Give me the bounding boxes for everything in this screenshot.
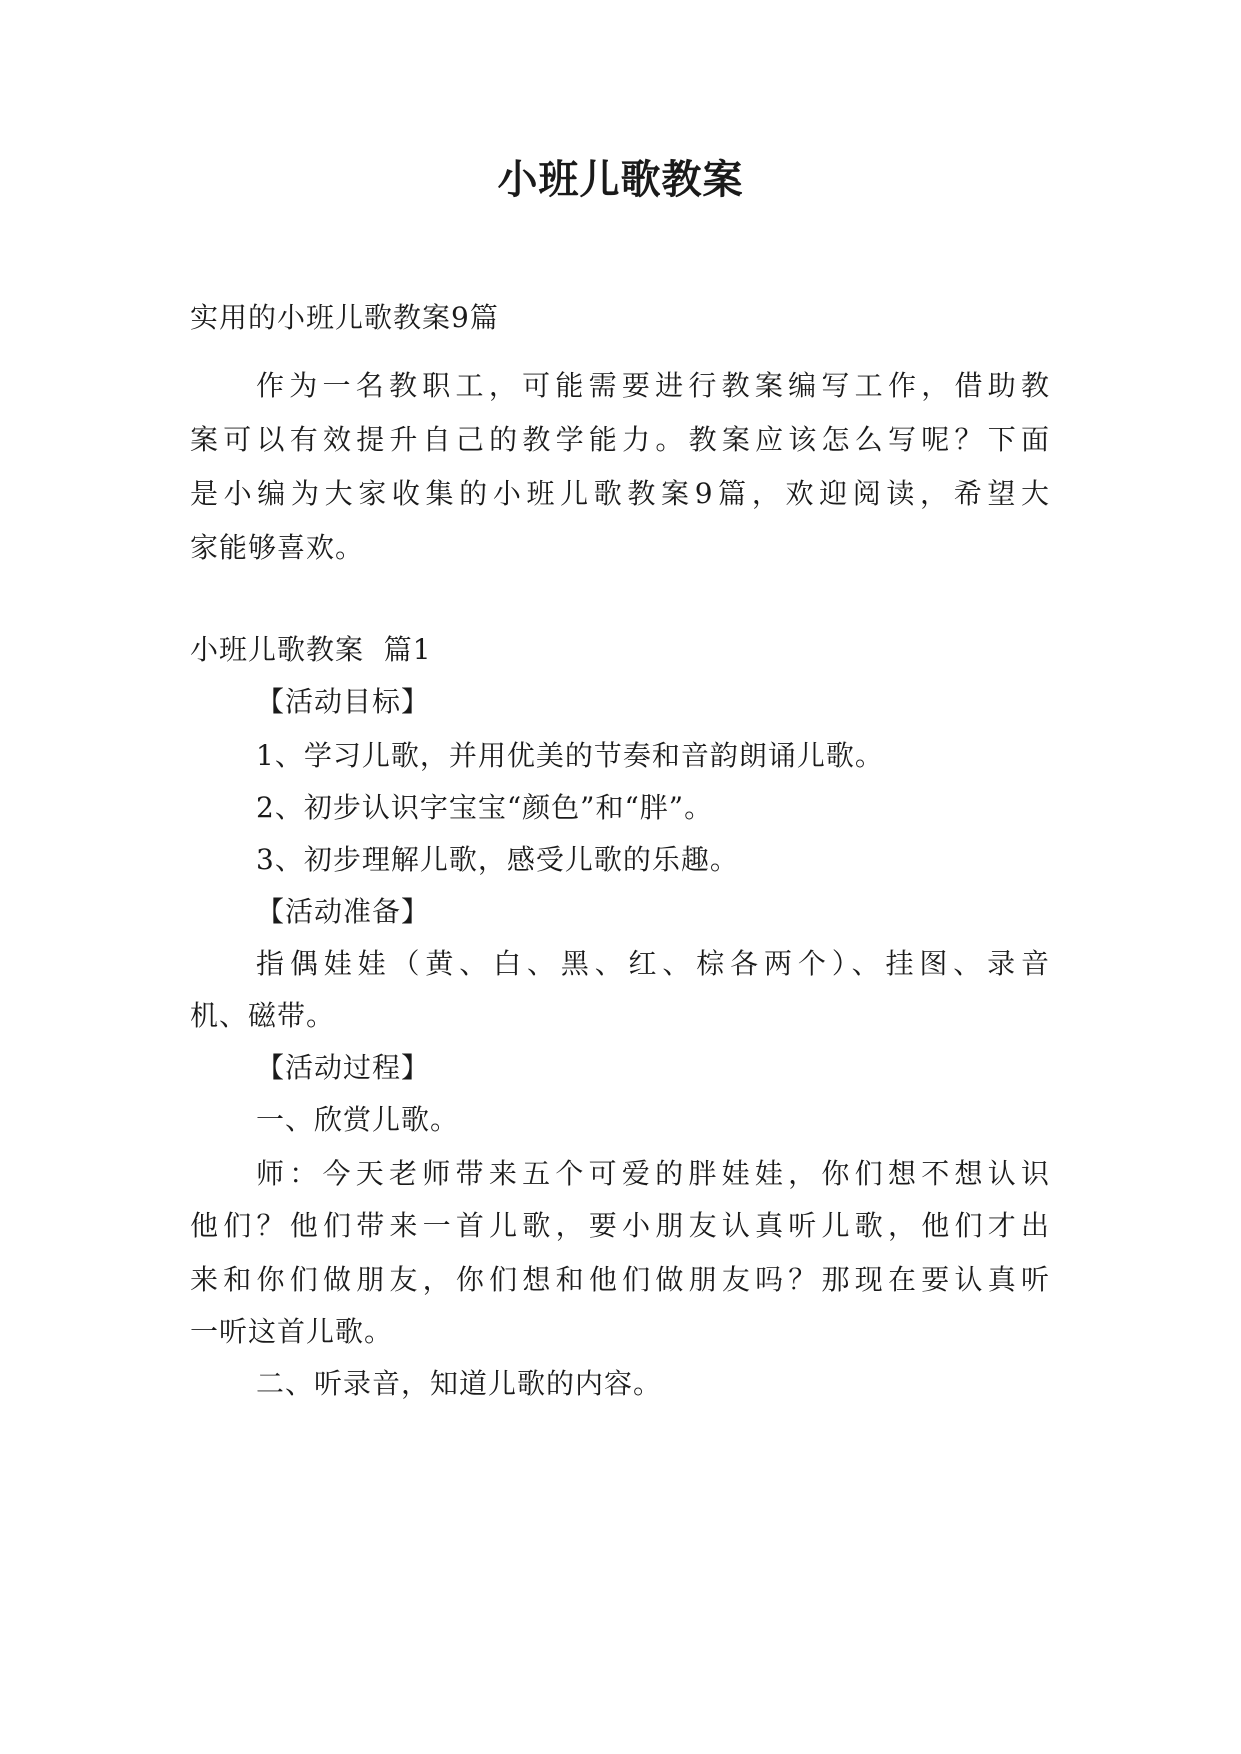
teacher-line: 来和你们做朋友，你们想和他们做朋友吗？那现在要认真听 [190, 1263, 1050, 1296]
goal-item: 2、初步认识字宝宝“颜色”和“胖”。 [256, 791, 714, 824]
goal-item: 3、初步理解儿歌，感受儿歌的乐趣。 [256, 843, 739, 876]
intro-line: 案可以有效提升自己的教学能力。教案应该怎么写呢？下面 [190, 423, 1050, 456]
goal-item: 1、学习儿歌，并用优美的节奏和音韵朗诵儿歌。 [256, 739, 884, 772]
goal-heading: 【活动目标】 [256, 685, 431, 718]
document-subtitle: 实用的小班儿歌教案9篇 [190, 301, 499, 334]
intro-line: 家能够喜欢。 [190, 531, 365, 564]
process-heading: 【活动过程】 [256, 1051, 431, 1084]
intro-line: 是小编为大家收集的小班儿歌教案9篇，欢迎阅读，希望大 [190, 477, 1050, 510]
intro-line: 作为一名教职工，可能需要进行教案编写工作，借助教 [256, 369, 1050, 402]
process-step: 一、欣赏儿歌。 [256, 1103, 460, 1136]
teacher-line: 一听这首儿歌。 [190, 1315, 394, 1348]
process-step: 二、听录音，知道儿歌的内容。 [256, 1367, 663, 1400]
teacher-line: 师：今天老师带来五个可爱的胖娃娃，你们想不想认识 [256, 1157, 1050, 1190]
prep-heading: 【活动准备】 [256, 895, 431, 928]
teacher-line: 他们？他们带来一首儿歌，要小朋友认真听儿歌，他们才出 [190, 1209, 1050, 1242]
section-heading: 小班儿歌教案 篇1 [190, 633, 432, 666]
prep-line: 机、磁带。 [190, 999, 336, 1032]
document-title: 小班儿歌教案 [497, 156, 744, 203]
prep-line: 指偶娃娃（黄、白、黑、红、棕各两个）、挂图、录音 [256, 947, 1050, 980]
